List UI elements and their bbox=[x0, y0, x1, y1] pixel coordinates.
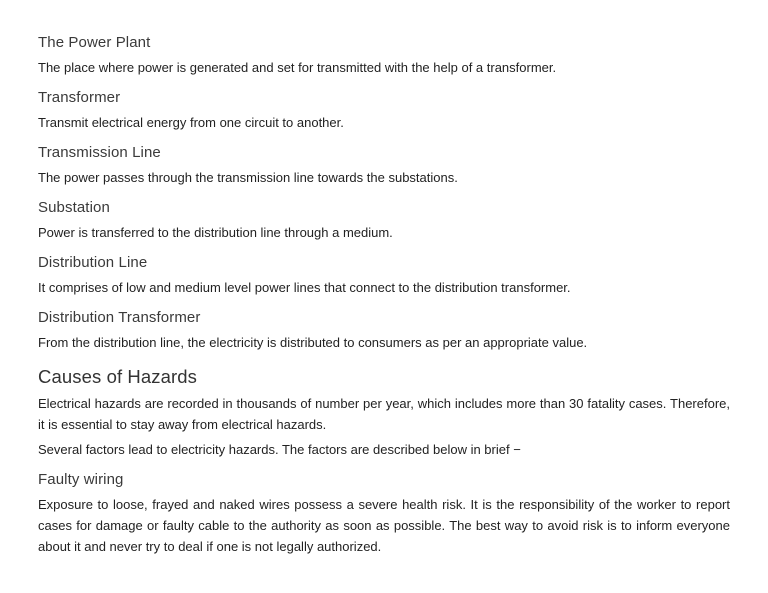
section-heading-faulty-wiring: Faulty wiring bbox=[38, 471, 124, 488]
section-paragraph: Power is transferred to the distribution line through a medium. bbox=[38, 225, 393, 240]
section-distribution-transformer bbox=[38, 308, 730, 353]
section-paragraph: It comprises of low and medium level power lines that connect to the distribution transformer. bbox=[38, 280, 571, 295]
section-faulty-wiring bbox=[38, 470, 730, 557]
section-heading-distribution-transformer: Distribution Transformer bbox=[38, 309, 201, 326]
section-heading-transformer: Transformer bbox=[38, 89, 121, 106]
section-transformer bbox=[38, 88, 730, 133]
section-causes-of-hazards bbox=[38, 365, 730, 460]
section-paragraph: Exposure to loose, frayed and naked wires possess a severe health risk. It is the responsibility of the worker to report cases for damage or faulty cable to the authority as soon as possible. The best way to avoid risk is to inform everyone about it and never try to deal if one is not legally authorized. bbox=[38, 497, 730, 554]
section-transmission-line bbox=[38, 143, 730, 188]
section-paragraph: The place where power is generated and set for transmitted with the help of a transformer. bbox=[38, 60, 557, 75]
section-paragraph: Transmit electrical energy from one circuit to another. bbox=[38, 115, 344, 130]
section-substation bbox=[38, 198, 730, 243]
section-paragraph: From the distribution line, the electricity is distributed to consumers as per an appropriate value. bbox=[38, 335, 588, 350]
section-power-plant bbox=[38, 33, 730, 78]
section-heading-causes-of-hazards: Causes of Hazards bbox=[38, 366, 198, 387]
section-heading-distribution-line: Distribution Line bbox=[38, 254, 148, 271]
section-heading-substation: Substation bbox=[38, 199, 110, 216]
section-paragraph: Electrical hazards are recorded in thousands of number per year, which includes more than 30 fatality cases. Therefore, it is essential to stay away from electrical hazards. bbox=[38, 396, 730, 432]
section-heading-power-plant: The Power Plant bbox=[38, 34, 151, 51]
section-heading-transmission-line: Transmission Line bbox=[38, 144, 161, 161]
section-paragraph: The power passes through the transmission line towards the substations. bbox=[38, 170, 458, 185]
section-paragraph: Several factors lead to electricity hazards. The factors are described below in brief − bbox=[38, 442, 521, 457]
section-distribution-line bbox=[38, 253, 730, 298]
